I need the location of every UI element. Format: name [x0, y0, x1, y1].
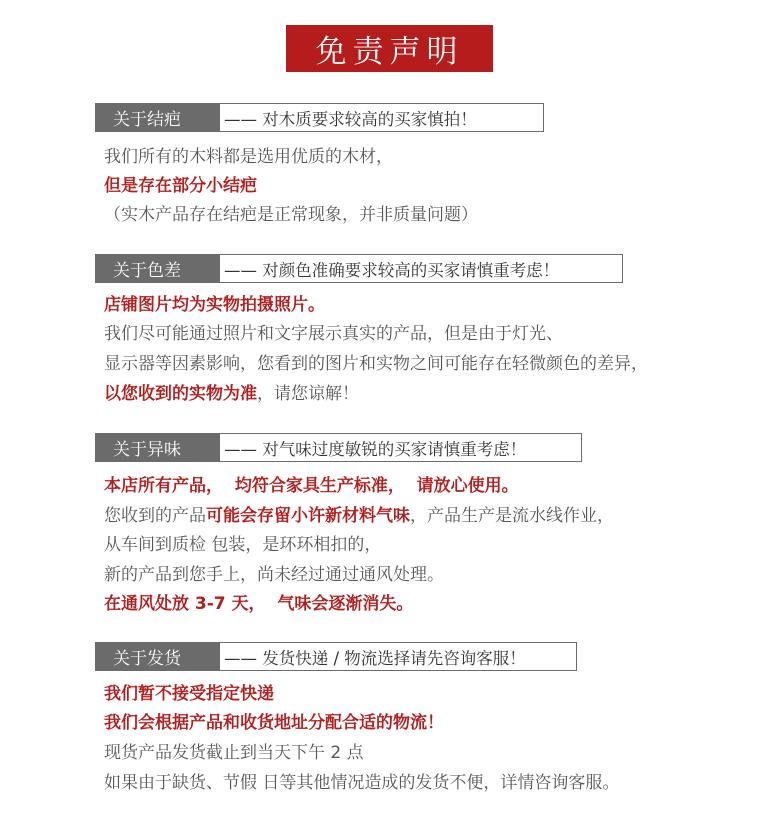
text-line	[104, 682, 274, 706]
highlight-span: 本店所有产品， 均符合家具生产标准， 请放心使用。	[104, 476, 519, 496]
section-header-knots	[95, 103, 544, 132]
section-header-color	[95, 254, 623, 283]
section-header-shipping	[95, 642, 577, 671]
highlight-span: 店铺图片均为实物拍摄照片。	[104, 295, 325, 315]
text-span: 我们尽可能通过照片和文字展示真实的产品，但是由于灯光、	[104, 324, 563, 344]
text-line	[104, 174, 257, 198]
text-span: 从车间到质检 包装，是环环相扣的，	[104, 535, 382, 555]
text-line	[104, 592, 413, 616]
text-line	[104, 322, 563, 346]
text-line	[104, 563, 444, 587]
section-tag: 关于结疤	[96, 104, 220, 131]
text-line	[104, 504, 614, 528]
highlight-span: 可能会存留小许新材料气味	[206, 506, 410, 526]
highlight-span: 我们暂不接受指定快递	[104, 684, 274, 704]
text-span: 我们所有的木料都是选用优质的木材，	[104, 147, 393, 167]
text-span: ，请您谅解！	[257, 384, 359, 404]
section-desc: —— 对木质要求较高的买家慎拍！	[224, 109, 477, 129]
text-line	[104, 352, 648, 376]
section-tag: 关于异味	[96, 434, 220, 461]
text-line	[104, 382, 359, 406]
text-line	[104, 145, 393, 169]
highlight-span: 以您收到的实物为准	[104, 384, 257, 404]
section-desc: —— 发货快递 / 物流选择请先咨询客服！	[224, 648, 526, 668]
section-tag: 关于发货	[96, 643, 220, 670]
text-line	[104, 203, 478, 227]
text-span: 如果由于缺货、节假 日等其他情况造成的发货不便，详情咨询客服。	[104, 773, 620, 793]
text-span: （实木产品存在结疤是正常现象，并非质量问题）	[104, 205, 478, 225]
text-line	[104, 533, 381, 557]
section-header-odor	[95, 433, 582, 462]
highlight-span: 我们会根据产品和收货地址分配合适的物流！	[104, 713, 444, 733]
text-line	[104, 711, 444, 735]
text-span: 新的产品到您手上，尚未经过通过通风处理。	[104, 565, 444, 585]
highlight-span: 在通风处放 3-7 天， 气味会逐渐消失。	[104, 594, 414, 614]
section-tag: 关于色差	[96, 255, 220, 282]
section-desc: —— 对颜色准确要求较高的买家请慎重考虑！	[224, 260, 560, 280]
text-span: ，产品生产是流水线作业，	[410, 506, 614, 526]
text-span: 现货产品发货截止到当天下午 2 点	[104, 743, 364, 763]
text-span: 您收到的产品	[104, 506, 206, 526]
page-title: 免责声明	[286, 25, 493, 72]
text-line	[104, 293, 325, 317]
text-line	[104, 741, 364, 765]
text-line	[104, 771, 619, 795]
section-desc: —— 对气味过度敏锐的买家请慎重考虑！	[224, 439, 527, 459]
text-line	[104, 474, 519, 498]
text-span: 显示器等因素影响，您看到的图片和实物之间可能存在轻微颜色的差异，	[104, 354, 648, 374]
highlight-span: 但是存在部分小结疤	[104, 176, 257, 196]
